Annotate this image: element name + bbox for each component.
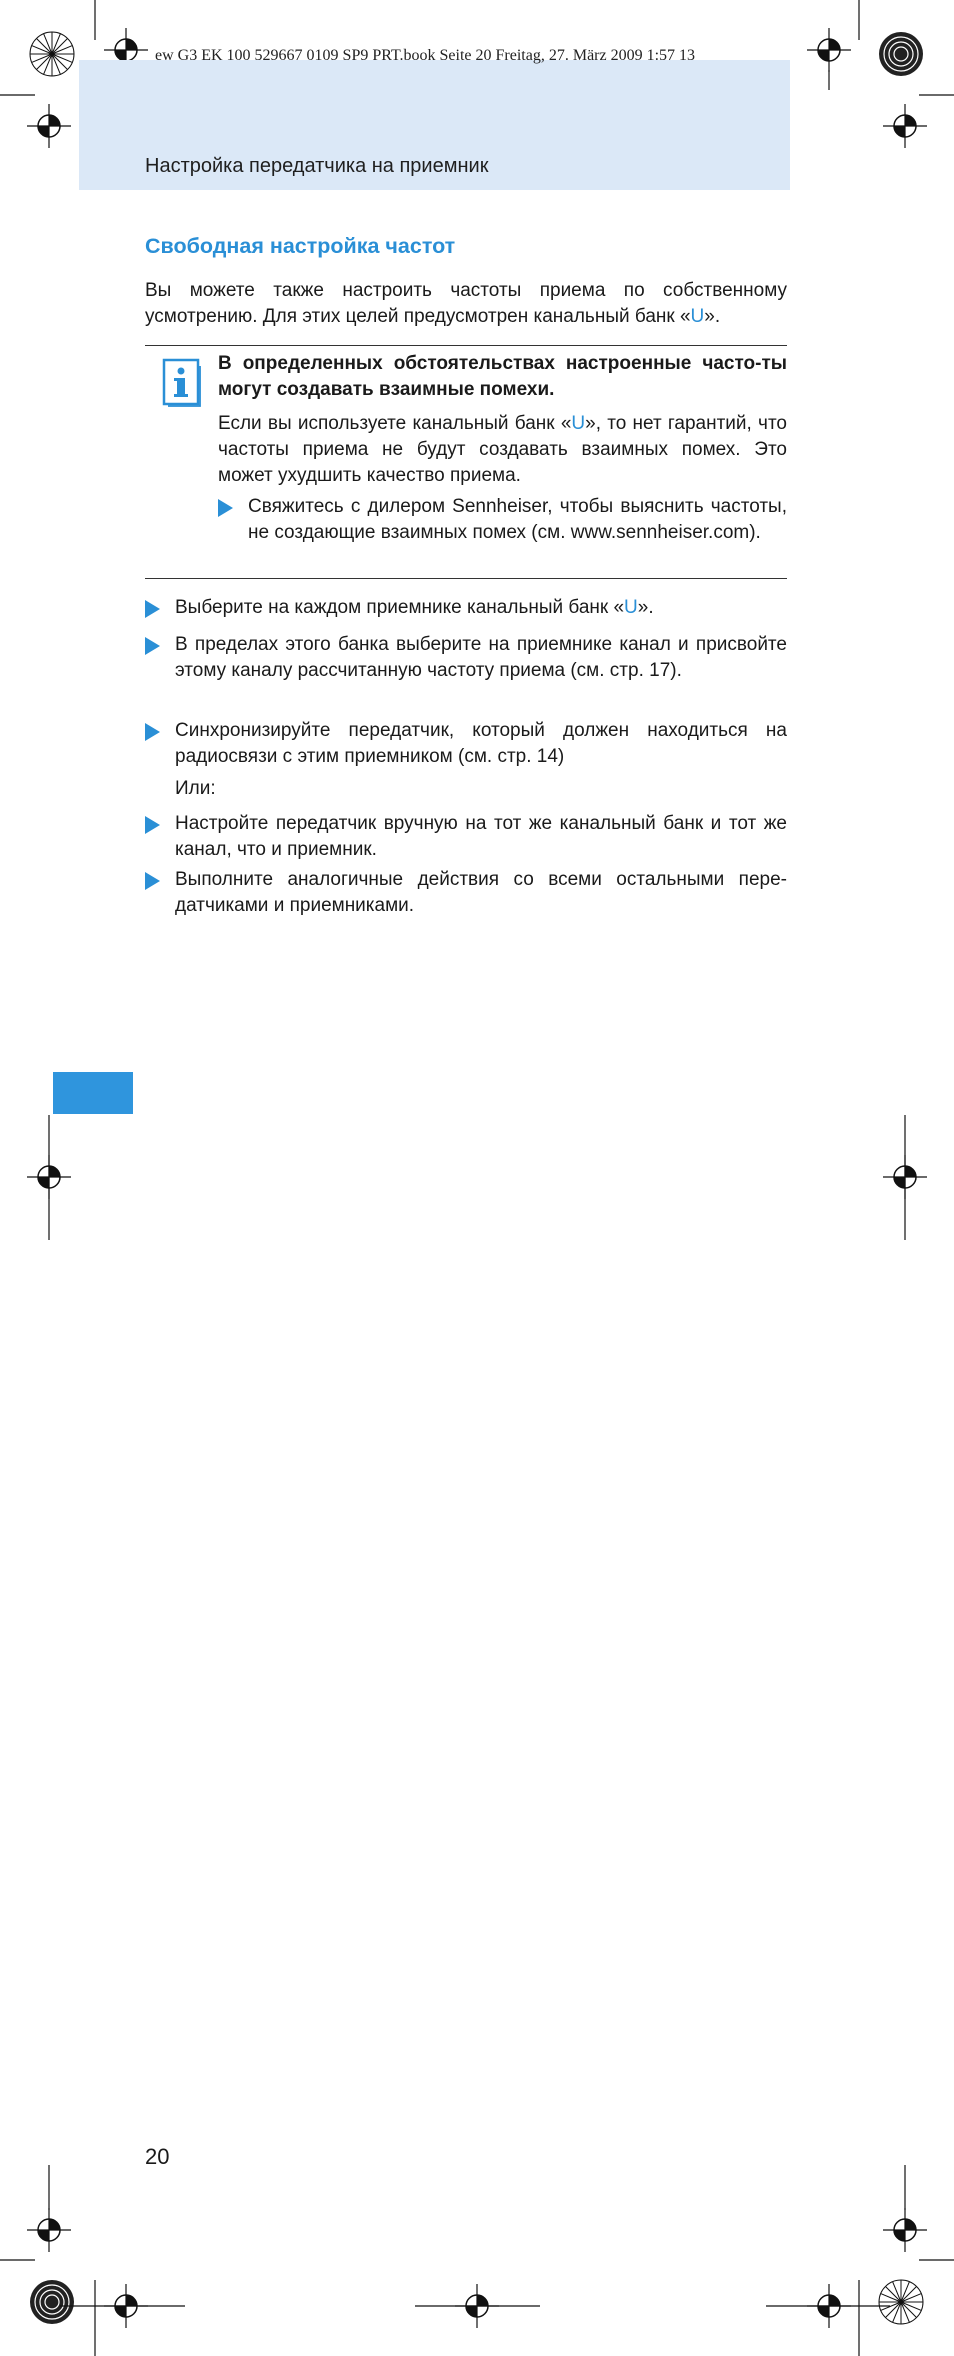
running-header: Настройка передатчика на приемник <box>145 155 489 177</box>
step-text: Синхронизируйте передатчик, который должен находиться на радиосвязи с этим приемником (см. стр. 14) <box>175 720 787 767</box>
step-text: Выберите на каждом приемнике канальный банк «U». <box>175 597 654 618</box>
intro-paragraph: Вы можете также настроить частоты приема по собственному усмотрению. Для этих целей предусмотрен канальный банк «U». <box>145 280 787 327</box>
note-text: Если вы используете канальный банк «U», то нет гарантий, что частоты приема не будут создавать взаимных помех. Это может ухудшить качество приема. <box>218 413 787 486</box>
print-slug: ew G3 EK 100 529667 0109 SP9 PRT.book Seite 20 Freitag, 27. März 2009 1:57 13 <box>155 47 696 64</box>
step-text: В пределах этого банка выберите на приемнике канал и присвойте этому каналу рассчитанную частоту приема (см. стр. 17). <box>175 634 787 681</box>
bullet-arrow-icon <box>145 816 160 834</box>
step-text: Выполните аналогичные действия со всеми остальными пере-датчиками и приемниками. <box>175 869 787 916</box>
chapter-tab <box>53 1072 133 1114</box>
bullet-arrow-icon <box>218 499 233 517</box>
note-top-rule <box>145 345 787 346</box>
section-title: Свободная настройка частот <box>145 234 456 258</box>
note-bottom-rule <box>145 578 787 579</box>
bullet-arrow-icon <box>145 600 160 618</box>
info-icon <box>160 356 202 410</box>
note-heading: В определенных обстоятельствах настроенные часто-ты могут создавать взаимные помехи. <box>218 353 787 400</box>
bank-u: U <box>571 413 586 434</box>
note-bullet-text: Свяжитесь с дилером Sennheiser, чтобы выяснить частоты, не создающие взаимных помех (см. www.sennheiser.com). <box>248 496 787 543</box>
page-number: 20 <box>145 2144 170 2169</box>
bank-u: U <box>624 597 638 618</box>
bullet-arrow-icon <box>145 723 160 741</box>
step-text: Настройте передатчик вручную на тот же канальный банк и тот же канал, что и приемник. <box>175 813 787 860</box>
bullet-arrow-icon <box>145 637 160 655</box>
bullet-arrow-icon <box>145 872 160 890</box>
or-label: Или: <box>175 778 216 799</box>
bank-u: U <box>690 306 705 327</box>
